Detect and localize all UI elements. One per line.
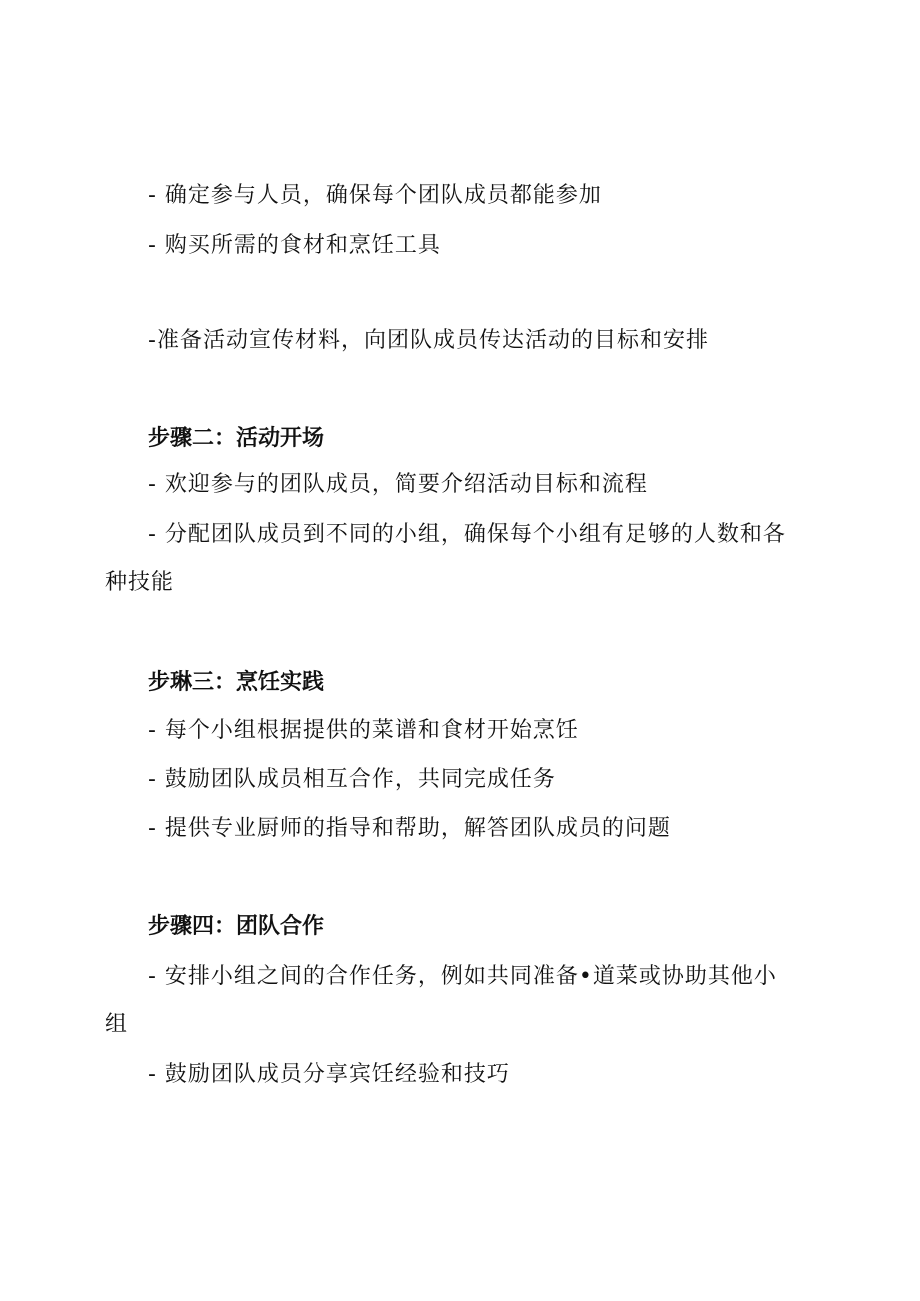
section-heading-step-two: 步骤二：活动开场 [148, 426, 325, 451]
step-three-item-start-cooking: - 每个小组根据提供的菜谱和食材开始烹饪 [148, 718, 579, 743]
step-three-item-chef-guidance: - 提供专业厨师的指导和帮助，解答团队成员的问题 [148, 816, 671, 841]
step-four-item-share-experience: - 鼓励团队成员分享宾饪经验和技巧 [148, 1062, 510, 1087]
step-two-item-assign-groups-continued: 种技能 [105, 570, 175, 595]
section-heading-step-three: 步琳三：烹饪实践 [148, 670, 325, 695]
section-heading-step-four: 步骤四：团队合作 [148, 914, 325, 939]
intro-item-prepare-materials: -准备活动宣传材料，向团队成员传达活动的目标和安排 [148, 328, 709, 353]
step-four-item-cooperation-tasks: - 安排小组之间的合作任务，例如共同准备•道菜或协助其他小 [148, 964, 777, 989]
step-four-item-cooperation-tasks-continued: 组 [105, 1012, 129, 1037]
intro-item-confirm-participants: - 确定参与人员，确保每个团队成员都能参加 [148, 183, 602, 208]
step-three-item-encourage-cooperation: - 鼓励团队成员相互合作，共同完成任务 [148, 767, 556, 792]
step-two-item-assign-groups: - 分配团队成员到不同的小组，确保每个小组有足够的人数和各 [148, 522, 786, 547]
step-two-item-welcome: - 欢迎参与的团队成员，简要介绍活动目标和流程 [148, 472, 648, 497]
intro-item-buy-ingredients: - 购买所需的食材和烹饪工具 [148, 233, 441, 258]
